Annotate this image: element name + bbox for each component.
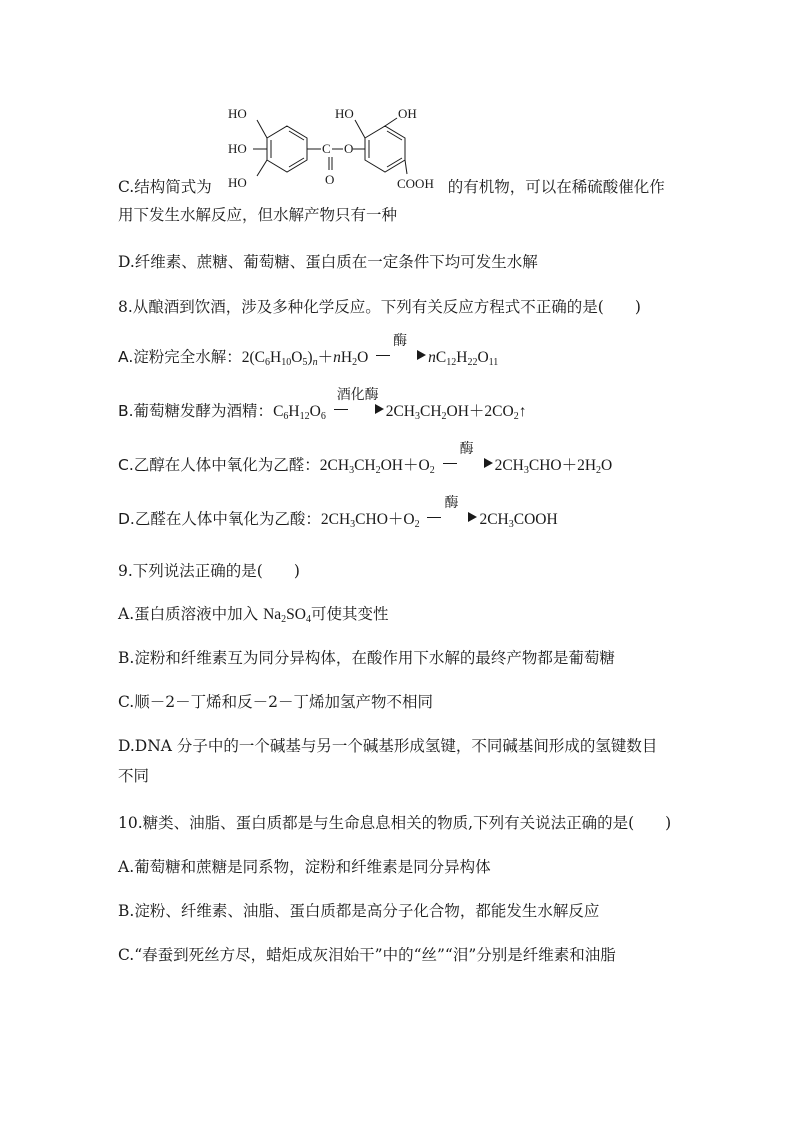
q8-option-c: C.乙醇在人体中氧化为乙醛：$2CH_3CH_2OH+O_2$ 酶 $2CH_3CHO+2H_2O$	[118, 441, 613, 476]
q8-option-a: A.淀粉完全水解：$2(C_6H_{10}O_5)_n+nH_2O$ 酶 $nC_{12}H_{22}O_{11}$	[118, 333, 499, 368]
q7-option-d: D.纤维素、蔗糖、葡萄糖、蛋白质在一定条件下均可发生水解	[118, 253, 538, 271]
ho-label: HO	[335, 106, 354, 121]
q10-option-c: C.“春蚕到死丝方尽，蜡炬成灰泪始干”中的“丝”“泪”分别是纤维素和油脂	[118, 946, 616, 964]
q7-option-c-line1	[118, 176, 665, 198]
q9-option-d-line1: D.DNA 分子中的一个碱基与另一个碱基形成氢键，不同碱基间形成的氢键数目	[118, 737, 658, 755]
oh-label: OH	[398, 106, 417, 121]
reaction-arrow: 酶	[441, 454, 493, 472]
q9-option-b: B.淀粉和纤维素互为同分异构体，在酸作用下水解的最终产物都是葡萄糖	[118, 649, 615, 667]
q9-option-c: C.顺－2－丁烯和反－2－丁烯加氢产物不相同	[118, 693, 433, 711]
q10-option-b: B.淀粉、纤维素、油脂、蛋白质都是高分子化合物，都能发生水解反应	[118, 902, 600, 920]
q8-stem: 8.从酿酒到饮酒，涉及多种化学反应。下列有关反应方程式不正确的是( )	[118, 298, 641, 316]
option-label: D.乙醛在人体中氧化为乙酸：	[118, 510, 321, 528]
option-c-suffix: 的有机物，可以在稀硫酸催化作	[447, 178, 665, 196]
q9-option-d-line2: 不同	[118, 767, 150, 785]
q8-option-b: B.葡萄糖发酵为酒精：$C_6H_{12}O_6$ 酒化酶 $2CH_3CH_2OH+2CO_2↑$	[118, 387, 527, 422]
ho-label: HO	[228, 175, 247, 190]
option-c-prefix: C.结构简式为	[118, 178, 212, 196]
reaction-arrow: 酶	[374, 346, 426, 364]
option-label: A.淀粉完全水解：	[118, 348, 242, 366]
q8-option-d: D.乙醛在人体中氧化为乙酸：$2CH_3CHO+O_2$ 酶 $2CH_3COOH$	[118, 495, 558, 530]
ho-label: HO	[228, 106, 247, 121]
ho-label: HO	[228, 141, 247, 156]
benzene-ring-left	[267, 126, 307, 172]
q10-stem: 10.糖类、油脂、蛋白质都是与生命息息相关的物质,下列有关说法正确的是( )	[118, 814, 672, 832]
benzene-ring-right	[365, 126, 405, 172]
q9-option-a: A.蛋白质溶液中加入 $Na_2SO_4$可使其变性	[118, 605, 389, 625]
cooh-label: COOH	[397, 176, 434, 191]
reaction-arrow: 酶	[425, 508, 477, 526]
ester-oxygen-label: O	[344, 141, 354, 156]
reaction-arrow: 酒化酶	[332, 400, 384, 418]
q7-option-c-line2: 用下发生水解反应，但水解产物只有一种	[118, 206, 398, 224]
option-label: C.乙醇在人体中氧化为乙醛：	[118, 456, 320, 474]
carbonyl-oxygen-label: O	[325, 172, 335, 187]
q9-stem: 9.下列说法正确的是( )	[118, 562, 300, 580]
option-label: B.葡萄糖发酵为酒精：	[118, 402, 274, 420]
carbon-label: C	[322, 141, 331, 156]
q10-option-a: A.葡萄糖和蔗糖是同系物，淀粉和纤维素是同分异构体	[118, 858, 491, 876]
